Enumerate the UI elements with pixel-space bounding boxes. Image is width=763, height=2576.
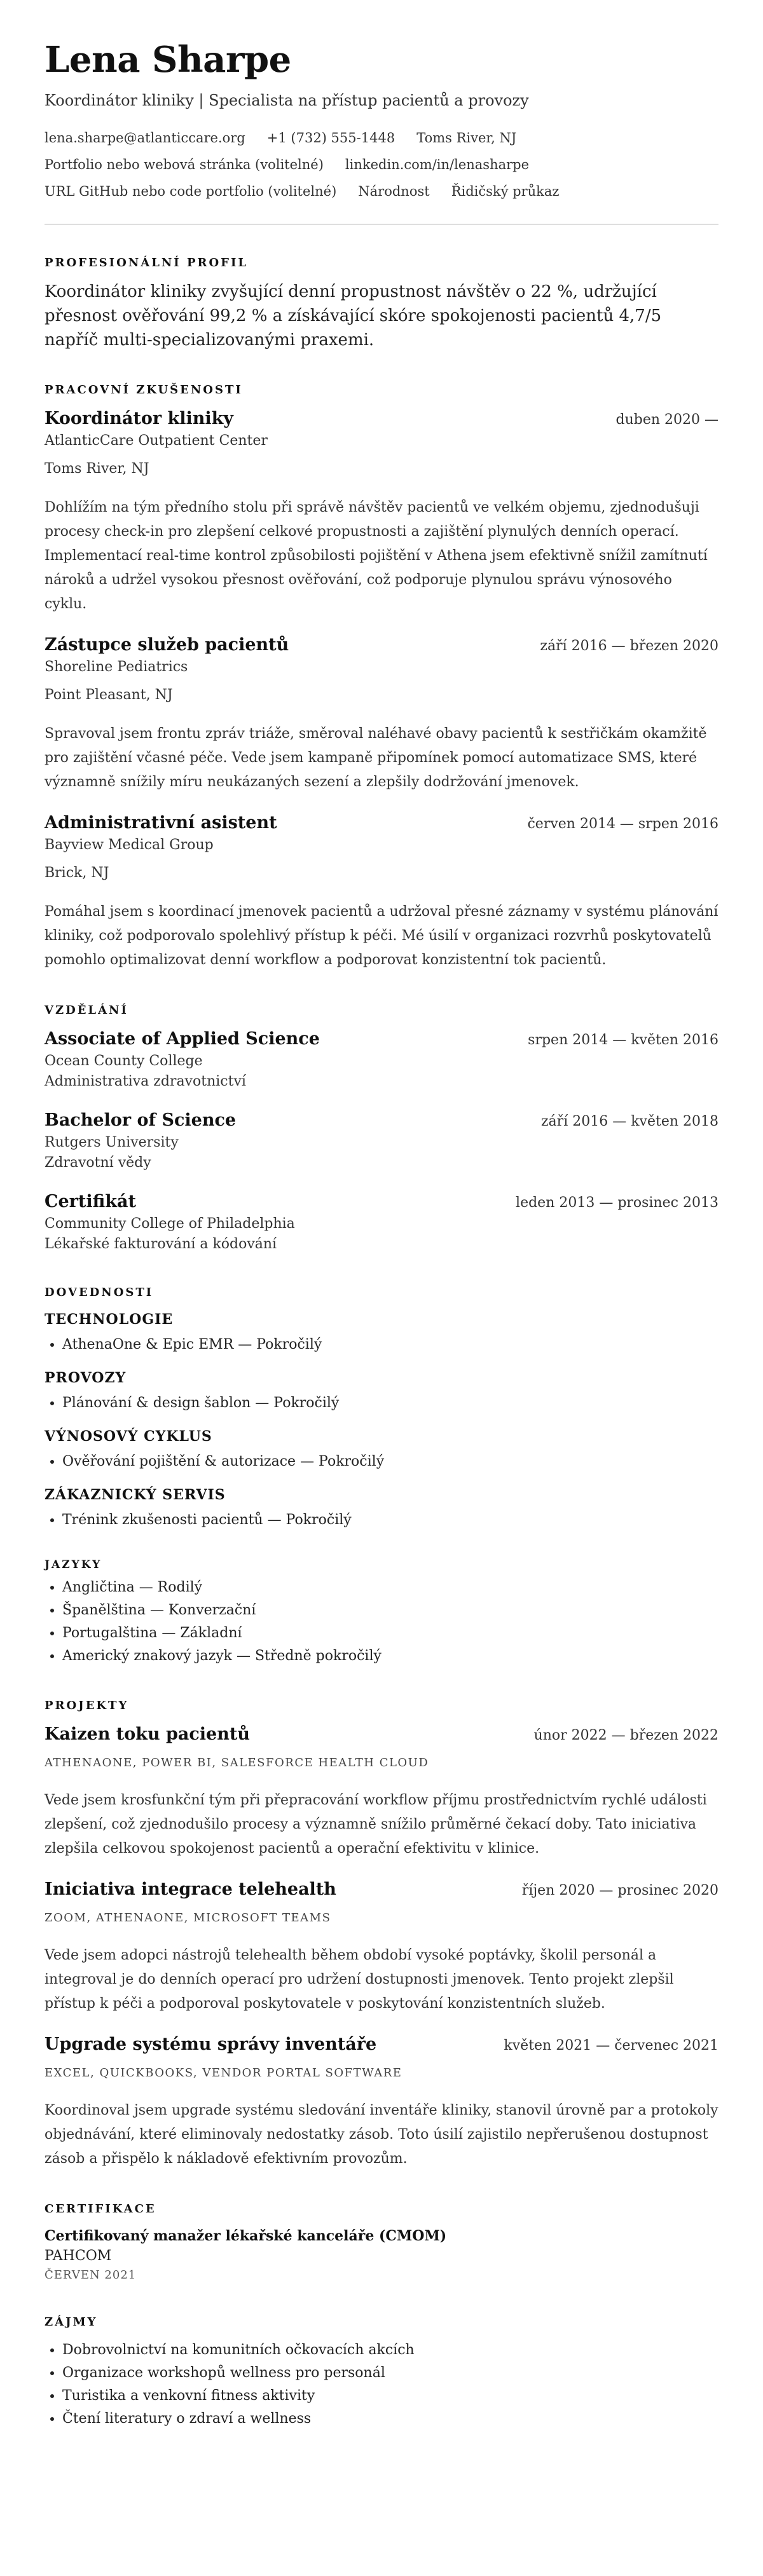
education-entry bbox=[45, 1190, 718, 1255]
degree-field: Lékařské fakturování a kódování bbox=[45, 1236, 277, 1252]
job-employer: AtlanticCare Outpatient Center bbox=[45, 433, 268, 449]
header-divider bbox=[45, 224, 718, 225]
interest-item: • Turistika a venkovní fitness aktivity bbox=[62, 2385, 718, 2408]
job-location: Toms River, NJ bbox=[45, 461, 149, 477]
degree-field: Administrativa zdravotnictví bbox=[45, 1073, 246, 1089]
skill-group bbox=[45, 1368, 718, 1415]
job-employer: Shoreline Pediatrics bbox=[45, 659, 188, 675]
languages-title: JAZYKY bbox=[45, 1558, 102, 1571]
job-title: Administrativní asistent bbox=[45, 813, 277, 833]
project-date: květen 2021 — červenec 2021 bbox=[504, 2038, 718, 2054]
experience-entry bbox=[45, 633, 718, 794]
contact-driving-license: Řidičský průkaz bbox=[451, 184, 560, 199]
contact-row bbox=[45, 155, 718, 174]
certification-issuer: PAHCOM bbox=[45, 2248, 112, 2264]
language-item: • Portugalština — Základní bbox=[62, 1622, 718, 1645]
project-entry bbox=[45, 1877, 718, 2016]
education-entry bbox=[45, 1027, 718, 1092]
skill-item: • AthenaOne & Epic EMR — Pokročilý bbox=[62, 1333, 718, 1356]
contact-location: Toms River, NJ bbox=[416, 130, 517, 146]
school-name: Community College of Philadelphia bbox=[45, 1216, 295, 1232]
contact-nationality: Národnost bbox=[358, 184, 430, 199]
project-description: Vede jsem adopci nástrojů telehealth během období vysoké poptávky, školil personál a integroval je do denních operací pro udržení dostupnosti jmenovek. Tento projekt zlepšil přístup k péči a podporoval poskytovatele v poskytování konzistentních služeb. bbox=[45, 1947, 674, 2012]
job-location: Point Pleasant, NJ bbox=[45, 687, 173, 703]
interest-item: • Dobrovolnictví na komunitních očkovacích akcích bbox=[62, 2339, 718, 2362]
experience-entry bbox=[45, 811, 718, 972]
job-title: Koordinátor kliniky bbox=[45, 409, 233, 428]
section-title: CERTIFIKACE bbox=[45, 2202, 156, 2216]
job-date: červen 2014 — srpen 2016 bbox=[527, 816, 718, 832]
project-entry bbox=[45, 1722, 718, 1861]
school-name: Rutgers University bbox=[45, 1135, 179, 1150]
project-description: Vede jsem krosfunkční tým při přepracování workflow příjmu prostřednictvím rychlé události zlepšení, což zjednodušilo procesy a významně snížilo průměrné čekací doby. Tato iniciativa zlepšila celkovou spokojenost pacientů a operační efektivitu v klinice. bbox=[45, 1792, 707, 1857]
job-description: Spravoval jsem frontu zpráv triáže, směroval naléhavé obavy pacientů k sestřičkám okamžitě pro zajištění včasné péče. Vede jsem kampaně připomínek pomocí automatizace SMS, které významně snížily míru neukázaných sezení a zlepšily dodržování jmenovek. bbox=[45, 726, 707, 790]
section-title: PROJEKTY bbox=[45, 1699, 129, 1712]
skill-category: VÝNOSOVÝ CYKLUS bbox=[45, 1428, 212, 1445]
skill-group bbox=[45, 1426, 718, 1473]
skill-item: • Plánování & design šablon — Pokročilý bbox=[62, 1392, 718, 1415]
job-date: září 2016 — březen 2020 bbox=[540, 638, 718, 654]
skills-section bbox=[45, 1285, 718, 1668]
section-title: DOVEDNOSTI bbox=[45, 1286, 154, 1299]
skill-item: • Trénink zkušenosti pacientů — Pokročilý bbox=[62, 1509, 718, 1532]
job-description: Dohlížím na tým předního stolu při správě návštěv pacientů ve velkém objemu, zjednodušuji procesy check-in pro zlepšení celkové propustnosti a zajištění plynulých denních operací. Implementací real-time kontrol způsobilosti pojištění v Athena jsem efektivně snížil zamítnutí nároků a udržel vysokou přesnost ověřování, což podporuje plynulou správu výnosového cyklu. bbox=[45, 500, 708, 612]
skill-category: ZÁKAZNICKÝ SERVIS bbox=[45, 1487, 226, 1503]
profile-section bbox=[45, 256, 718, 352]
project-title: Kaizen toku pacientů bbox=[45, 1724, 250, 1744]
job-title: Zástupce služeb pacientů bbox=[45, 635, 289, 655]
project-entry bbox=[45, 2033, 718, 2171]
certification-name: Certifikovaný manažer lékařské kanceláře (CMOM) bbox=[45, 2228, 447, 2244]
degree-field: Zdravotní vědy bbox=[45, 1155, 151, 1171]
experience-entry bbox=[45, 407, 718, 617]
school-name: Ocean County College bbox=[45, 1053, 203, 1069]
skill-category: PROVOZY bbox=[45, 1370, 127, 1386]
project-tech: ATHENAONE, POWER BI, SALESFORCE HEALTH CLOUD bbox=[45, 1756, 429, 1769]
project-date: říjen 2020 — prosinec 2020 bbox=[521, 1883, 718, 1898]
skill-group bbox=[45, 1309, 718, 1356]
interest-item: • Čtení literatury o zdraví a wellness bbox=[62, 2408, 718, 2430]
degree-title: Associate of Applied Science bbox=[45, 1029, 320, 1049]
section-title: PRACOVNÍ ZKUŠENOSTI bbox=[45, 383, 243, 397]
contact-phone[interactable]: +1 (732) 555-1448 bbox=[266, 130, 395, 146]
candidate-headline: Koordinátor kliniky | Specialista na přístup pacientů a provozy bbox=[45, 92, 529, 109]
language-item: • Španělština — Konverzační bbox=[62, 1599, 718, 1622]
job-employer: Bayview Medical Group bbox=[45, 837, 214, 853]
skill-group bbox=[45, 1485, 718, 1532]
contact-linkedin[interactable]: linkedin.com/in/lenasharpe bbox=[345, 157, 530, 172]
languages-list bbox=[45, 1576, 718, 1668]
projects-section bbox=[45, 1698, 718, 2171]
degree-date: září 2016 — květen 2018 bbox=[540, 1114, 718, 1129]
project-title: Iniciativa integrace telehealth bbox=[45, 1879, 336, 1899]
project-date: únor 2022 — březen 2022 bbox=[533, 1728, 718, 1743]
contact-row bbox=[45, 182, 718, 201]
section-title: VZDĚLÁNÍ bbox=[45, 1004, 128, 1017]
project-title: Upgrade systému správy inventáře bbox=[45, 2034, 377, 2054]
language-item: • Americký znakový jazyk — Středně pokročilý bbox=[62, 1645, 718, 1668]
degree-date: leden 2013 — prosinec 2013 bbox=[516, 1195, 718, 1211]
job-location: Brick, NJ bbox=[45, 865, 109, 881]
certifications-section bbox=[45, 2202, 718, 2284]
interests-list bbox=[45, 2339, 718, 2430]
skill-item: • Ověřování pojištění & autorizace — Pokročilý bbox=[62, 1450, 718, 1473]
profile-summary: Koordinátor kliniky zvyšující denní propustnost návštěv o 22 %, udržující přesnost ověřování 99,2 % a získávající skóre spokojenosti pacientů 4,7/5 napříč multi-specializovanými praxemi. bbox=[45, 282, 662, 350]
project-tech: ZOOM, ATHENAONE, MICROSOFT TEAMS bbox=[45, 1911, 331, 1925]
degree-title: Bachelor of Science bbox=[45, 1110, 237, 1130]
resume-header bbox=[45, 38, 718, 201]
interests-section bbox=[45, 2315, 718, 2430]
experience-section bbox=[45, 383, 718, 972]
job-description: Pomáhal jsem s koordinací jmenovek pacientů a udržoval přesné záznamy v systému plánování kliniky, což podporovalo spolehlivý přístup k péči. Mé úsilí v organizaci rozvrhů poskytovatelů pomohlo optimalizovat denní workflow a podporovat konzistentní tok pacientů. bbox=[45, 904, 718, 968]
degree-title: Certifikát bbox=[45, 1192, 136, 1211]
section-title: PROFESIONÁLNÍ PROFIL bbox=[45, 256, 249, 269]
contact-email[interactable]: lena.sharpe@atlanticcare.org bbox=[45, 130, 245, 146]
language-item: • Angličtina — Rodilý bbox=[62, 1576, 718, 1599]
contact-portfolio[interactable]: Portfolio nebo webová stránka (volitelné) bbox=[45, 157, 324, 172]
certification-date: ČERVEN 2021 bbox=[45, 2268, 137, 2282]
contact-row bbox=[45, 128, 718, 147]
project-tech: EXCEL, QUICKBOOKS, VENDOR PORTAL SOFTWARE bbox=[45, 2066, 402, 2080]
degree-date: srpen 2014 — květen 2016 bbox=[528, 1032, 718, 1048]
skill-category: TECHNOLOGIE bbox=[45, 1311, 174, 1328]
project-description: Koordinoval jsem upgrade systému sledování inventáře kliniky, stanovil úrovně par a protokoly objednávání, které eliminovaly nedostatky zásob. Toto úsilí zajistilo nepřerušenou dostupnost zásob a přispělo k nákladově efektivním provozům. bbox=[45, 2102, 718, 2167]
job-date: duben 2020 — bbox=[615, 412, 718, 428]
interest-item: • Organizace workshopů wellness pro personál bbox=[62, 2362, 718, 2385]
candidate-name: Lena Sharpe bbox=[45, 39, 291, 81]
education-entry bbox=[45, 1108, 718, 1173]
contact-github[interactable]: URL GitHub nebo code portfolio (volitelné) bbox=[45, 184, 337, 199]
education-section bbox=[45, 1003, 718, 1255]
section-title: ZÁJMY bbox=[45, 2315, 98, 2329]
